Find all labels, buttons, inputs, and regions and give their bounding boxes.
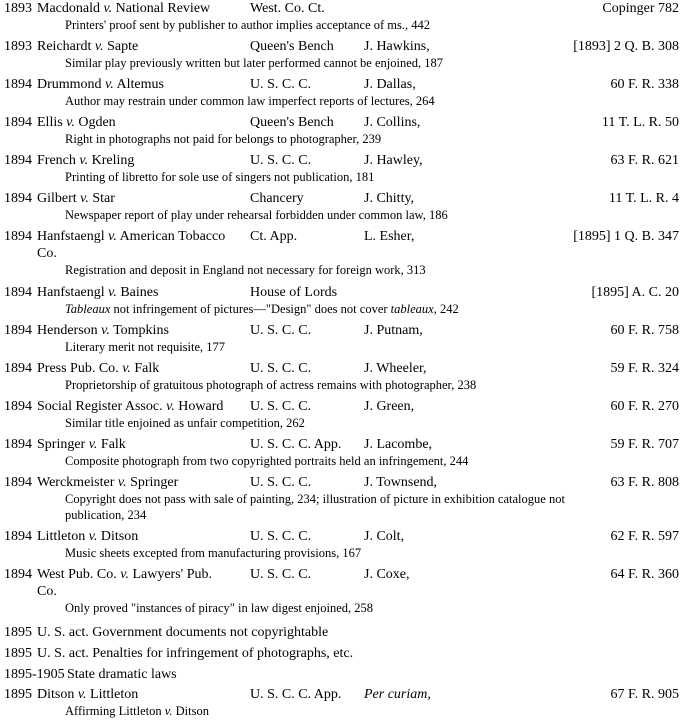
case-judge: J. Collins, — [364, 115, 421, 130]
case-court: U. S. C. C. — [250, 529, 312, 544]
case-note: Composite photograph from two copyrighted portraits held an infringement, 244 — [65, 454, 469, 468]
case-year: 1894 — [4, 77, 32, 92]
case-citation: 59 F. R. 324 — [610, 361, 679, 376]
case-name-continued: Co. — [37, 246, 57, 261]
statute-text: U. S. act. Penalties for infringement of photographs, etc. — [37, 646, 354, 661]
case-judge: J. Lacombe, — [364, 437, 433, 452]
case-citation: 60 F. R. 270 — [610, 399, 679, 414]
case-entry — [0, 322, 684, 355]
case-year: 1894 — [4, 191, 32, 206]
case-entry — [0, 38, 684, 71]
case-judge: J. Colt, — [364, 529, 405, 544]
case-year: 1894 — [4, 529, 32, 544]
case-year: 1893 — [4, 39, 32, 54]
statute-text: State dramatic laws — [67, 667, 177, 682]
case-entry — [0, 398, 684, 431]
case-name: Press Pub. Co. v. Falk — [37, 361, 160, 376]
case-name: French v. Kreling — [37, 153, 135, 168]
case-entry — [0, 114, 684, 147]
case-citation: 63 F. R. 621 — [610, 153, 679, 168]
case-name: Hanfstaengl v. American Tobacco — [37, 229, 226, 244]
case-note: Author may restrain under common law imperfect reports of lectures, 264 — [65, 94, 435, 108]
case-judge: J. Hawkins, — [364, 39, 430, 54]
case-citation: [1895] A. C. 20 — [591, 285, 679, 300]
case-note: Printing of libretto for sole use of singers not publication, 181 — [65, 170, 375, 184]
case-court: U. S. C. C. App. — [250, 687, 342, 702]
case-note: Right in photographs not paid for belongs to photographer, 239 — [65, 132, 382, 146]
case-judge: Per curiam, — [364, 687, 431, 702]
case-year: 1894 — [4, 437, 32, 452]
case-year: 1894 — [4, 153, 32, 168]
case-entry — [0, 0, 684, 33]
case-citation: 63 F. R. 808 — [610, 475, 679, 490]
case-year: 1894 — [4, 229, 32, 244]
case-entry — [0, 474, 684, 523]
case-court: U. S. C. C. — [250, 475, 312, 490]
case-entry — [0, 190, 684, 223]
case-judge: J. Chitty, — [364, 191, 415, 206]
case-name: Social Register Assoc. v. Howard — [37, 399, 224, 414]
case-name: Gilbert v. Star — [37, 191, 115, 206]
case-judge: L. Esher, — [364, 229, 415, 244]
case-entry — [0, 228, 684, 278]
case-year: 1894 — [4, 475, 32, 490]
case-court: U. S. C. C. — [250, 567, 312, 582]
case-name: Werckmeister v. Springer — [37, 475, 179, 490]
statute-entry — [0, 645, 684, 662]
case-note: Only proved "instances of piracy" in law digest enjoined, 258 — [65, 601, 374, 615]
case-name: Hanfstaengl v. Baines — [37, 285, 159, 300]
case-court: House of Lords — [250, 285, 338, 300]
case-name: Ditson v. Littleton — [37, 687, 139, 702]
case-note: Tableaux not infringement of pictures—"Design" does not cover tableaux, 242 — [65, 302, 459, 316]
case-citation: 60 F. R. 758 — [610, 323, 679, 338]
case-entry — [0, 360, 684, 393]
statute-year: 1895 — [4, 646, 32, 661]
case-year: 1894 — [4, 285, 32, 300]
case-name: Macdonald v. National Review — [37, 1, 211, 16]
case-citation: 67 F. R. 905 — [610, 687, 679, 702]
case-note: Newspaper report of play under rehearsal forbidden under common law, 186 — [65, 208, 448, 222]
case-year: 1893 — [4, 1, 32, 16]
statute-text: U. S. act. Government documents not copyrightable — [37, 625, 329, 640]
case-judge: J. Coxe, — [364, 567, 410, 582]
case-year: 1894 — [4, 115, 32, 130]
case-citation: [1895] 1 Q. B. 347 — [573, 229, 679, 244]
case-note: Proprietorship of gratuitous photograph of actress remains with photographer, 238 — [65, 378, 477, 392]
case-name: Ellis v. Ogden — [37, 115, 116, 130]
case-court: U. S. C. C. — [250, 77, 312, 92]
case-citation: 62 F. R. 597 — [610, 529, 679, 544]
case-note: Registration and deposit in England not necessary for foreign work, 313 — [65, 263, 426, 277]
case-citation: 11 T. L. R. 4 — [608, 191, 679, 206]
case-note: Similar title enjoined as unfair competition, 262 — [65, 416, 305, 430]
case-court: U. S. C. C. — [250, 323, 312, 338]
case-judge: J. Hawley, — [364, 153, 423, 168]
case-year: 1894 — [4, 399, 32, 414]
case-entry — [0, 436, 684, 469]
case-entry — [0, 284, 684, 317]
case-year: 1894 — [4, 567, 32, 582]
statute-entry — [0, 666, 684, 683]
case-citation: Copinger 782 — [602, 1, 679, 16]
case-citation: [1893] 2 Q. B. 308 — [573, 39, 679, 54]
statute-year: 1895-1905 — [4, 667, 65, 682]
case-year: 1894 — [4, 361, 32, 376]
case-judge: J. Green, — [364, 399, 415, 414]
case-citation: 11 T. L. R. 50 — [601, 115, 679, 130]
case-judge: J. Townsend, — [364, 475, 438, 490]
case-court: U. S. C. C. — [250, 361, 312, 376]
case-note: Music sheets excepted from manufacturing provisions, 167 — [65, 546, 362, 560]
case-judge: J. Putnam, — [364, 323, 423, 338]
case-court: Chancery — [250, 191, 304, 206]
case-court: U. S. C. C. App. — [250, 437, 342, 452]
case-name: Drummond v. Altemus — [37, 77, 164, 92]
case-entry — [0, 528, 684, 561]
case-note: Similar play previously written but later performed cannot be enjoined, 187 — [65, 56, 444, 70]
case-judge: J. Dallas, — [364, 77, 416, 92]
case-citation: 64 F. R. 360 — [610, 567, 679, 582]
case-court: West. Co. Ct. — [250, 1, 325, 16]
case-entry — [0, 76, 684, 109]
case-name: Henderson v. Tompkins — [37, 323, 169, 338]
case-court: U. S. C. C. — [250, 153, 312, 168]
case-name-continued: Co. — [37, 584, 57, 599]
case-name: Springer v. Falk — [37, 437, 126, 452]
case-citation: 60 F. R. 338 — [610, 77, 679, 92]
case-court: Ct. App. — [250, 229, 298, 244]
case-year: 1894 — [4, 323, 32, 338]
case-entry — [0, 152, 684, 185]
case-court: Queen's Bench — [250, 39, 334, 54]
case-entry — [0, 686, 684, 719]
case-note: Literary merit not requisite, 177 — [65, 340, 226, 354]
statute-entry — [0, 624, 684, 641]
case-judge: J. Wheeler, — [364, 361, 427, 376]
case-note-continued: publication, 234 — [65, 508, 147, 522]
case-court: Queen's Bench — [250, 115, 334, 130]
case-note: Copyright does not pass with sale of painting, 234; illustration of picture in exhibition catalogue not — [65, 492, 565, 506]
case-name: Littleton v. Ditson — [37, 529, 139, 544]
case-court: U. S. C. C. — [250, 399, 312, 414]
case-note: Printers' proof sent by publisher to author implies acceptance of ms., 442 — [65, 18, 431, 32]
case-name: Reichardt v. Sapte — [37, 39, 139, 54]
case-year: 1895 — [4, 687, 32, 702]
case-note: Affirming Littleton v. Ditson — [65, 704, 209, 718]
statute-year: 1895 — [4, 625, 32, 640]
case-entry — [0, 566, 684, 616]
case-name: West Pub. Co. v. Lawyers' Pub. — [37, 567, 212, 582]
case-citation: 59 F. R. 707 — [610, 437, 679, 452]
